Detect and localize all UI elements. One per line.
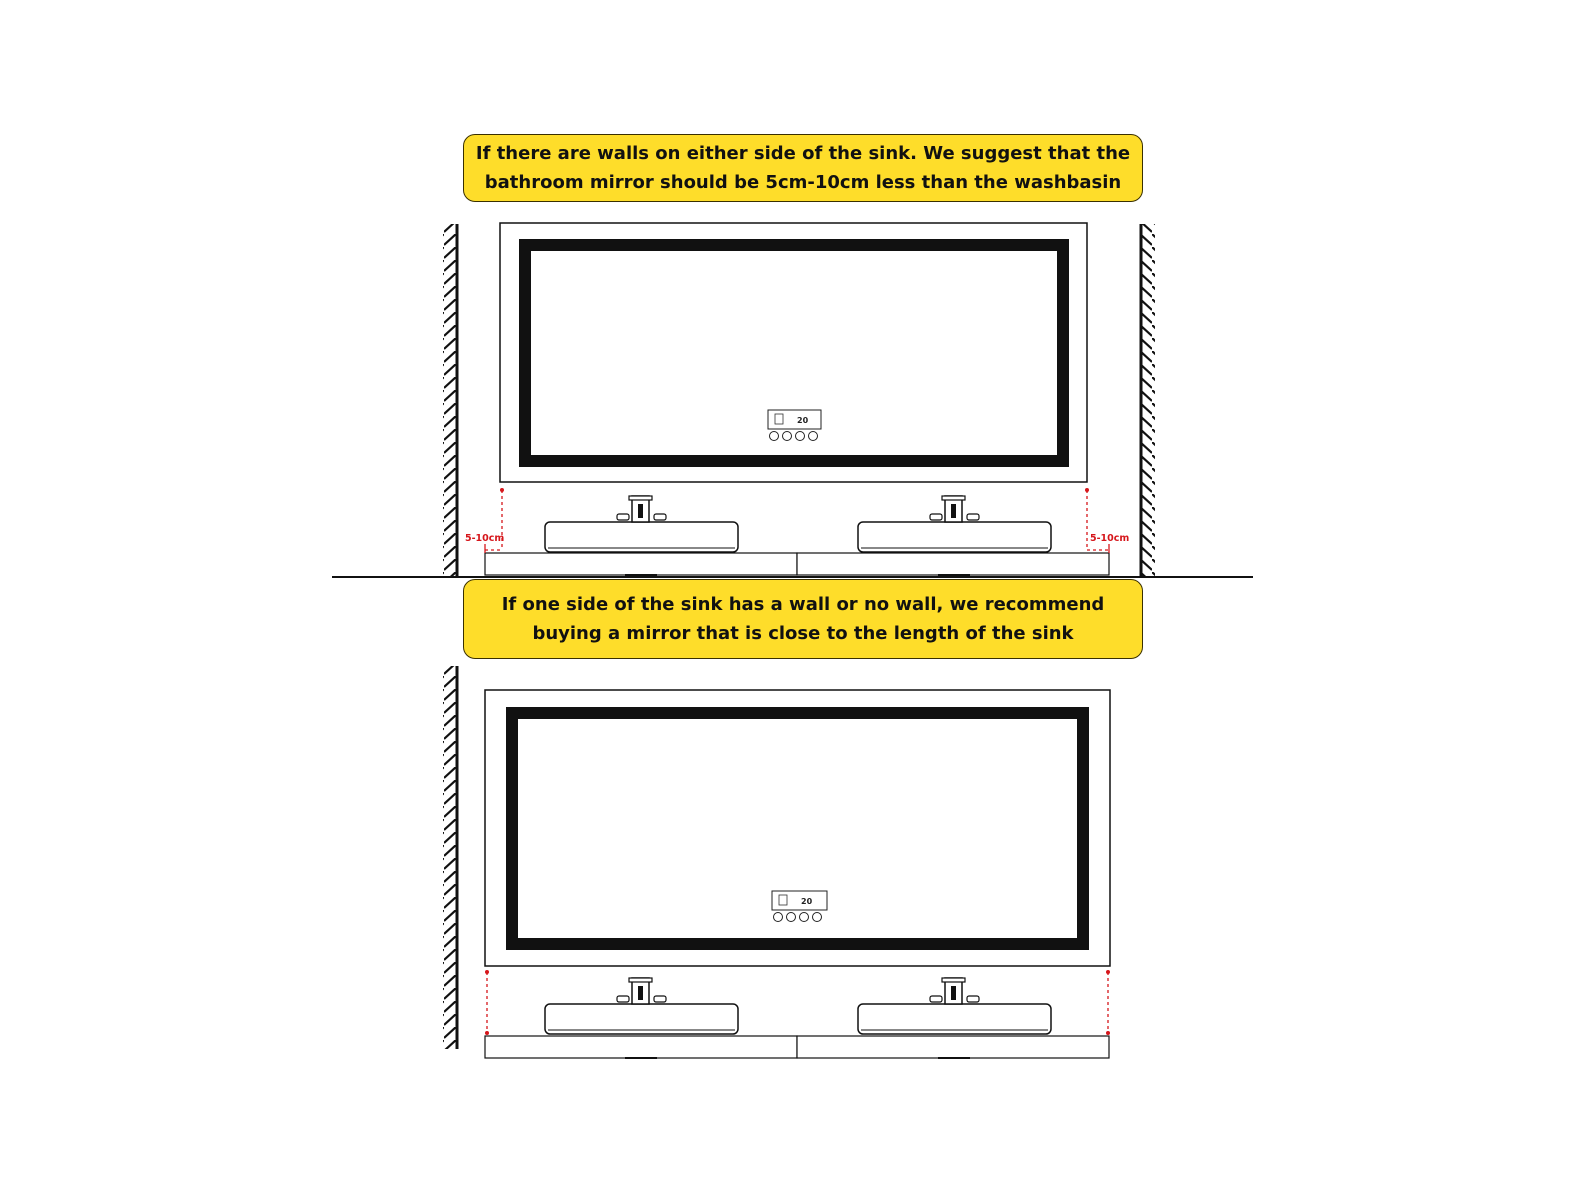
- top-left-faucet-icon: [617, 496, 666, 522]
- bottom-banner-line-1: If one side of the sink has a wall or no wall, we recommend: [501, 594, 1105, 615]
- top-banner-line-2: bathroom mirror should be 5cm-10cm less than the washbasin: [484, 172, 1122, 193]
- top-left-gap-label: 5-10cm: [465, 533, 505, 544]
- bottom-mirror: [485, 690, 1110, 966]
- bottom-right-alignment-dimension: [1106, 970, 1110, 1035]
- bottom-scene: [443, 666, 1110, 1058]
- top-left-washbasin-icon: [545, 522, 738, 552]
- bottom-left-alignment-dimension: [485, 970, 489, 1035]
- top-left-wall-icon: [443, 224, 457, 576]
- top-right-washbasin-icon: [858, 522, 1051, 552]
- bottom-banner-line-2: buying a mirror that is close to the length of the sink: [532, 623, 1074, 644]
- top-right-faucet-icon: [930, 496, 979, 522]
- bottom-vanity-cabinet: [485, 1036, 1109, 1058]
- top-banner-line-1: If there are walls on either side of the sink. We suggest that the: [475, 143, 1131, 164]
- bottom-display-reading: 20: [801, 897, 813, 906]
- top-right-gap-dimension: [1085, 488, 1129, 553]
- top-mirror: [500, 223, 1087, 482]
- bottom-right-washbasin-icon: [858, 1004, 1051, 1034]
- top-right-wall-icon: [1141, 224, 1155, 576]
- top-right-gap-label: 5-10cm: [1090, 533, 1130, 544]
- top-display-reading: 20: [797, 416, 809, 425]
- top-vanity-cabinet: [485, 553, 1109, 575]
- top-left-gap-dimension: [465, 488, 504, 553]
- bottom-right-faucet-icon: [930, 978, 979, 1004]
- top-scene: [332, 223, 1253, 577]
- bottom-left-faucet-icon: [617, 978, 666, 1004]
- bottom-left-wall-icon: [443, 666, 457, 1049]
- bottom-left-washbasin-icon: [545, 1004, 738, 1034]
